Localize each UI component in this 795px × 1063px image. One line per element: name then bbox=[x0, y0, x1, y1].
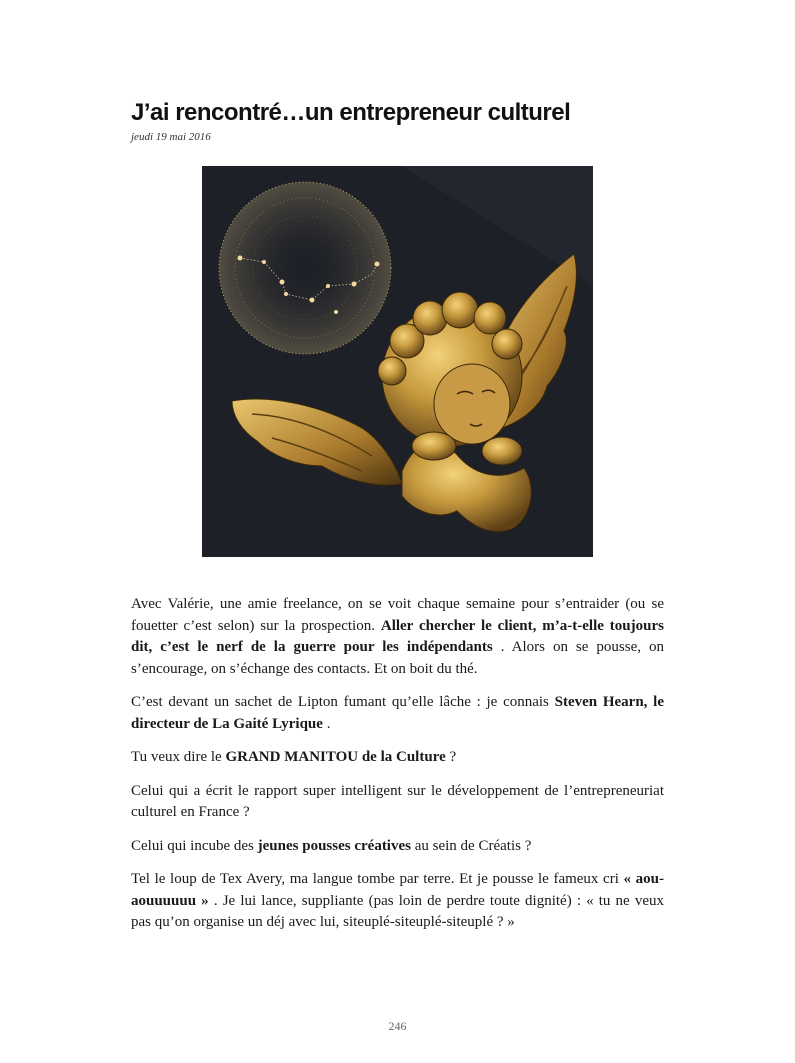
bold-text: « aou-aouuuuuu » bbox=[131, 871, 665, 909]
text-run: C’est devant un sachet de Lipton fumant qu’elle lâche : je connais bbox=[131, 694, 555, 710]
cherub-hand-right bbox=[482, 437, 522, 465]
text-run: . Alors on se pousse, on s’encourage, on s’échange des contacts. Et on boit du thé. bbox=[131, 639, 664, 677]
text-run: au sein de Créatis ? bbox=[410, 837, 532, 854]
text-run: . Je lui lance, suppliante (pas loin de perdre toute dignité) : « tu ne veux pas qu’on organise un déj avec lui, siteuplé-siteuplé-siteuplé ? » bbox=[131, 892, 664, 930]
article-date: jeudi 19 mai 2016 bbox=[131, 131, 211, 143]
bold-text: Aller chercher le client, m’a-t-elle toujours dit, c’est le nerf de la guerre pour les indépendants bbox=[131, 617, 664, 655]
cherub-hand-left bbox=[412, 432, 456, 460]
page-number: 246 bbox=[388, 1019, 407, 1033]
paragraph bbox=[131, 747, 664, 769]
paragraph bbox=[131, 594, 664, 680]
article-title: J’ai rencontré…un entrepreneur culturel bbox=[131, 99, 571, 126]
text-run: Celui qui incube des bbox=[131, 837, 258, 854]
text-run: Avec Valérie, une amie freelance, on se voit chaque semaine pour s’entraider (ou se fouetter c’est selon) sur la prospection. bbox=[131, 596, 664, 634]
text-run: Tel le loup de Tex Avery, ma langue tombe par terre. Et je pousse le fameux cri bbox=[131, 871, 624, 887]
paragraph bbox=[131, 781, 664, 824]
text-run: Tu veux dire le bbox=[131, 749, 226, 765]
paragraph bbox=[131, 836, 664, 858]
cherub-illustration bbox=[202, 166, 593, 557]
paragraph bbox=[131, 869, 664, 934]
paragraph bbox=[131, 692, 664, 735]
bold-text: jeunes pousses créatives bbox=[257, 837, 411, 854]
article-body bbox=[131, 594, 664, 946]
text-run: Celui qui a écrit le rapport super intelligent sur le développement de l’entrepreneuriat culturel en France ? bbox=[131, 782, 664, 820]
text-run: . bbox=[322, 715, 331, 732]
bold-text: GRAND MANITOU de la Culture bbox=[225, 749, 446, 765]
constellation-sphere bbox=[219, 182, 391, 354]
cherub-photo bbox=[202, 166, 593, 557]
text-run: ? bbox=[445, 749, 457, 765]
bold-text: Steven Hearn, le directeur de La Gaité Lyrique bbox=[131, 694, 664, 732]
